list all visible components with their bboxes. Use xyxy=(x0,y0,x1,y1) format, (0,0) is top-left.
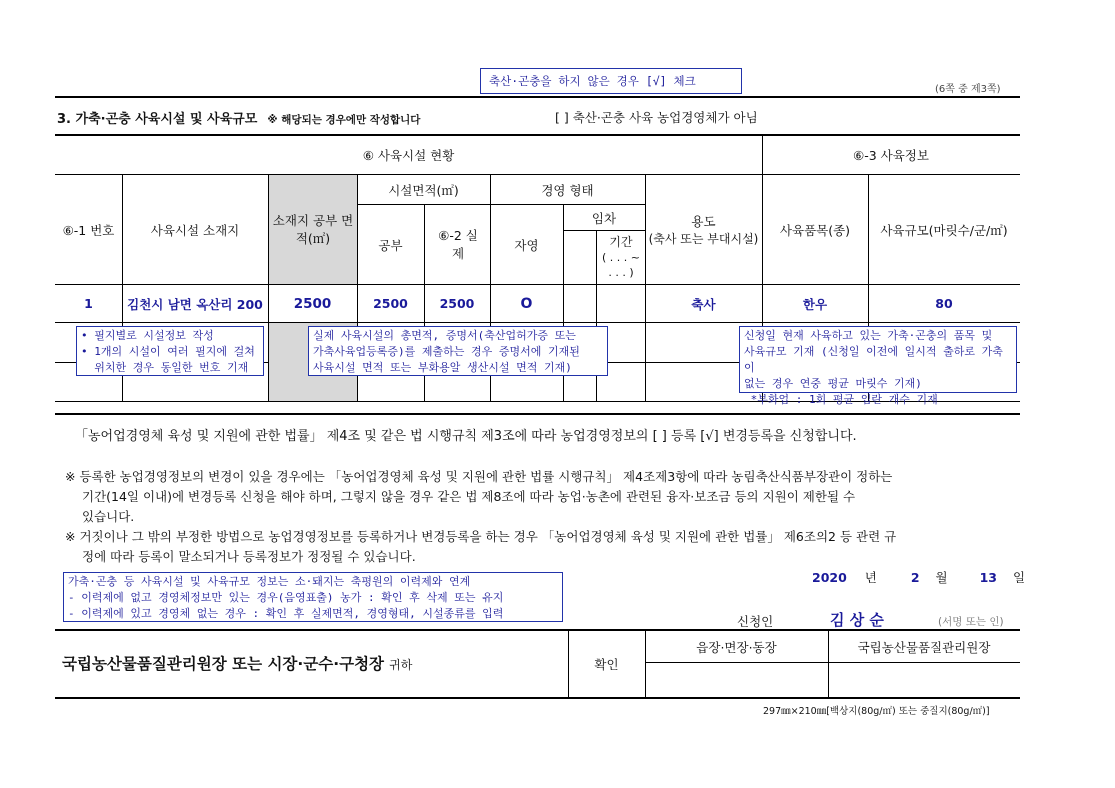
facility-area-header: 시설면적(㎡) xyxy=(388,182,459,198)
livestock-note-line: - 이력제에 없고 경영체정보만 있는 경우(음영표출) 농가 : 확인 후 삭제 또는 유지 xyxy=(68,591,504,604)
self-header: 자영 xyxy=(514,237,539,253)
paper-spec: 297㎜×210㎜[백상지(80g/㎡) 또는 중질지(80g/㎡)] xyxy=(763,706,990,717)
lease-header: 임차 xyxy=(591,210,617,226)
date-year-label: 년 xyxy=(864,570,877,585)
usage-label: 용도 xyxy=(691,214,716,229)
applicant-name: 김 상 순 xyxy=(830,611,884,629)
usage-sub-label: (축사 또는 부대시설) xyxy=(648,232,759,246)
section-note: ※ 해당되는 경우에만 작성합니다 xyxy=(267,114,421,126)
top-note-text: 축산·곤충을 하지 않은 경우 [√] 체크 xyxy=(489,74,696,88)
scale-note-line: 신청일 현재 사육하고 있는 가축·곤충의 품목 및 xyxy=(744,329,993,342)
parcel-note-line: • 1개의 시설이 여러 필지에 걸쳐 xyxy=(81,345,255,358)
office-naqs-label: 국립농산물품질관리원장 xyxy=(857,639,991,655)
recipient-name: 국립농산물품질관리원장 또는 시장·군수·구청장 xyxy=(62,655,385,673)
scale-note-line: *부화업 : 1회 평균 입란 개수 기재 xyxy=(744,393,938,406)
area-official-header: 소재지 공부 면적(㎡) xyxy=(272,212,354,246)
remark-1 xyxy=(65,467,1015,527)
row1-number: 1 xyxy=(84,296,93,311)
not-livestock-checkbox[interactable]: [ ] 축산·곤충 사육 농업경영체가 아님 xyxy=(555,110,758,125)
livestock-note xyxy=(63,572,563,622)
date-day: 13 xyxy=(979,570,997,585)
row1-scale: 80 xyxy=(935,296,953,311)
recipient-suffix: 귀하 xyxy=(389,658,413,672)
row1-usage: 축사 xyxy=(691,296,716,312)
row1-species: 한우 xyxy=(802,296,828,312)
date-line xyxy=(812,568,1025,586)
page-indicator: (6쪽 중 제3쪽) xyxy=(935,84,1001,95)
sign-hint: (서명 또는 인) xyxy=(938,616,1004,628)
row1-location: 김천시 남면 옥산리 200 xyxy=(127,296,263,312)
usage-header xyxy=(645,175,762,284)
remark-2-line: 정에 따라 등록이 말소되거나 등록정보가 정정될 수 있습니다. xyxy=(82,549,416,564)
confirm-label: 확인 xyxy=(594,657,619,672)
recipient xyxy=(62,652,412,674)
livestock-note-line: 가축·곤충 등 사육시설 및 사육규모 정보는 소·돼지는 축평원의 이력제와 연계 xyxy=(68,575,471,588)
info-group-header: ⑥-3 사육정보 xyxy=(853,147,929,163)
section-title: 3. 가축·곤충 사육시설 및 사육규모 xyxy=(57,112,258,127)
remark-1-line: 있습니다. xyxy=(82,509,135,524)
parcel-note-line: 위치한 경우 동일한 번호 기재 xyxy=(81,361,249,374)
scale-header: 사육규모(마릿수/군/㎡) xyxy=(880,222,1008,238)
confirm-naqs-box[interactable] xyxy=(829,663,1020,697)
scale-note-line: 없는 경우 연중 평균 마릿수 기재) xyxy=(744,377,922,390)
applicant-label: 신청인 xyxy=(737,614,774,629)
location-header: 사육시설 소재지 xyxy=(150,222,240,238)
row1-area-official: 2500 xyxy=(293,295,332,312)
date-day-label: 일 xyxy=(1012,570,1026,585)
livestock-note-line: - 이력제에 있고 경영체 없는 경우 : 확인 후 실제면적, 경영형태, 시설종류를 입력 xyxy=(68,607,504,620)
area-note xyxy=(308,326,608,376)
row1-self: O xyxy=(520,295,533,312)
remark-1-line: ※ 등록한 농업경영정보의 변경이 있을 경우에는 「농어업경영체 육성 및 지원에 관한 법률 시행규칙」 제4조제3항에 따라 농림축산식품부장관이 정하는 xyxy=(65,469,893,484)
date-month: 2 xyxy=(910,570,920,585)
number-header: ⑥-1 번호 xyxy=(62,222,115,238)
date-year: 2020 xyxy=(812,570,847,585)
period-header xyxy=(597,231,645,284)
official-header: 공부 xyxy=(378,237,403,253)
scale-note-line: 사육규모 기재 (신청일 이전에 일시적 출하로 가축이 xyxy=(744,345,1003,374)
remark-2 xyxy=(65,527,1015,567)
date-month-label: 월 xyxy=(935,570,948,585)
management-header: 경영 형태 xyxy=(541,182,594,198)
declaration-text: 「농어업경영체 육성 및 지원에 관한 법률」 제4조 및 같은 법 시행규칙 제3조에 따라 농업경영정보의 [ ] 등록 [√] 변경등록을 신청합니다. xyxy=(75,429,857,444)
row1-official: 2500 xyxy=(373,296,408,311)
top-note-box xyxy=(480,68,742,94)
area-note-line: 사육시설 면적 또는 부화용알 생산시설 면적 기재) xyxy=(313,361,572,374)
parcel-note xyxy=(76,326,264,376)
actual-header: ⑥-2 실제 xyxy=(438,227,478,261)
remark-2-line: ※ 거짓이나 그 밖의 부정한 방법으로 농업경영정보를 등록하거나 변경등록을 하는 경우 「농어업경영체 육성 및 지원에 관한 법률」 제6조의2 등 관련 규 xyxy=(65,529,897,544)
confirm-town-box[interactable] xyxy=(646,663,828,697)
area-note-line: 가축사육업등록증)를 제출하는 경우 증명서에 기재된 xyxy=(313,345,580,358)
parcel-note-line: • 필지별로 시설정보 작성 xyxy=(81,329,214,342)
period-label: 기간 xyxy=(609,235,633,249)
scale-note xyxy=(739,326,1017,406)
remark-1-line: 기간(14일 이내)에 변경등록 신청을 해야 하며, 그렇지 않을 경우 같은 법 제8조에 따라 농업·농촌에 관련된 융자·보조금 등의 지원이 제한될 수 xyxy=(82,489,856,504)
period-format: ( . . . ~ . . . ) xyxy=(602,251,640,279)
species-header: 사육품목(종) xyxy=(779,222,851,238)
area-note-line: 실제 사육시설의 총면적, 증명서(축산업허가증 또는 xyxy=(313,329,576,342)
office-town-label: 읍장·면장·동장 xyxy=(696,639,777,655)
facility-group-header: ⑥ 사육시설 현황 xyxy=(362,147,455,163)
row1-actual: 2500 xyxy=(439,296,475,311)
